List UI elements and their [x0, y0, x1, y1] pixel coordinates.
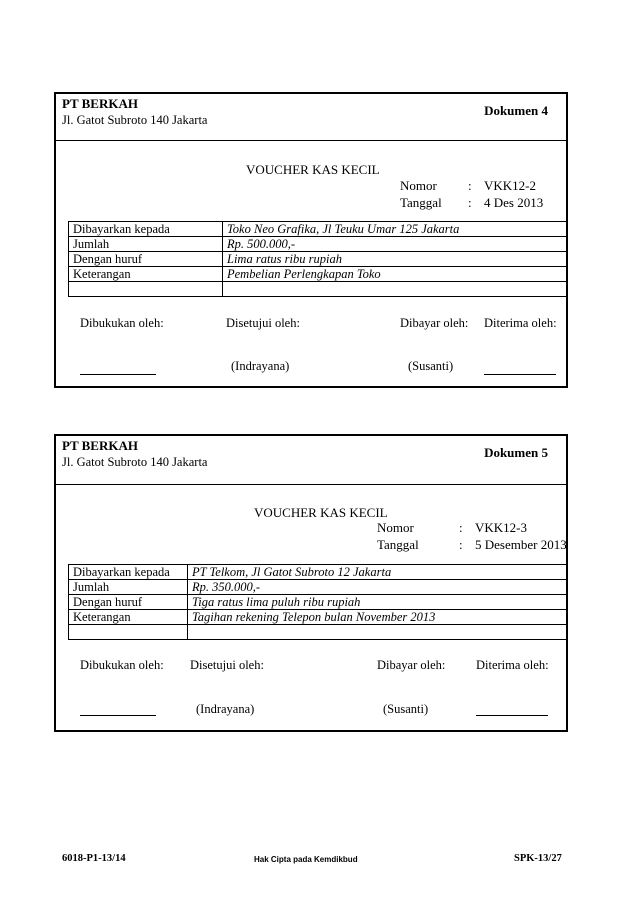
signature-label-diterima: Diterima oleh:: [484, 316, 557, 330]
voucher-title: VOUCHER KAS KECIL: [246, 162, 380, 177]
row-value: Toko Neo Grafika, Jl Teuku Umar 125 Jakarta: [223, 222, 568, 237]
company-name: PT BERKAH: [62, 438, 138, 453]
row-label: [69, 625, 188, 640]
table-row: [69, 282, 568, 297]
row-value: [188, 625, 568, 640]
signature-name-susanti: (Susanti): [408, 359, 454, 373]
row-label: Dibayarkan kepada: [69, 222, 223, 237]
row-label: [69, 282, 223, 297]
nomor-value: VKK12-2: [484, 178, 536, 193]
document-number: Dokumen 4: [484, 103, 548, 118]
row-label: Jumlah: [69, 237, 223, 252]
voucher-header: [56, 436, 566, 485]
payment-details-table: [68, 564, 568, 640]
signature-line: [80, 374, 156, 375]
signature-label-dibukukan: Dibukukan oleh:: [80, 316, 164, 330]
table-row: [69, 580, 568, 595]
row-value: PT Telkom, Jl Gatot Subroto 12 Jakarta: [188, 565, 568, 580]
company-address: Jl. Gatot Subroto 140 Jakarta: [62, 113, 208, 127]
table-row: [69, 252, 568, 267]
signature-name-susanti: (Susanti): [383, 702, 429, 716]
row-label: Jumlah: [69, 580, 188, 595]
footer-copyright: Hak Cipta pada Kemdikbud: [254, 855, 358, 864]
row-value: Pembelian Perlengkapan Toko: [223, 267, 568, 282]
signature-label-dibayar: Dibayar oleh:: [377, 658, 446, 672]
nomor-label: Nomor: [377, 520, 414, 535]
table-row: [69, 237, 568, 252]
row-value: [223, 282, 568, 297]
row-value: Tiga ratus lima puluh ribu rupiah: [188, 595, 568, 610]
table-row: [69, 222, 568, 237]
tanggal-value: 4 Des 2013: [484, 195, 544, 210]
nomor-colon: :: [468, 178, 472, 193]
table-row: [69, 610, 568, 625]
row-label: Dengan huruf: [69, 595, 188, 610]
tanggal-label: Tanggal: [377, 537, 419, 552]
signature-label-disetujui: Disetujui oleh:: [190, 658, 264, 672]
row-label: Keterangan: [69, 267, 223, 282]
signature-line: [476, 715, 548, 716]
tanggal-value: 5 Desember 2013: [475, 537, 567, 552]
row-value: Lima ratus ribu rupiah: [223, 252, 568, 267]
signature-label-diterima: Diterima oleh:: [476, 658, 549, 672]
row-value: Rp. 350.000,-: [188, 580, 568, 595]
row-value: Rp. 500.000,-: [223, 237, 568, 252]
table-row: [69, 625, 568, 640]
row-label: Keterangan: [69, 610, 188, 625]
row-label: Dengan huruf: [69, 252, 223, 267]
company-address: Jl. Gatot Subroto 140 Jakarta: [62, 455, 208, 469]
nomor-value: VKK12-3: [475, 520, 527, 535]
nomor-label: Nomor: [400, 178, 437, 193]
table-row: [69, 565, 568, 580]
signature-label-disetujui: Disetujui oleh:: [226, 316, 300, 330]
voucher-header: [56, 94, 566, 141]
row-value: Tagihan rekening Telepon bulan November 2013: [188, 610, 568, 625]
signature-name-indrayana: (Indrayana): [231, 359, 290, 373]
document-number: Dokumen 5: [484, 445, 548, 460]
voucher-dokumen-4: [54, 92, 568, 388]
table-row: [69, 267, 568, 282]
voucher-meta: [377, 520, 567, 554]
company-name: PT BERKAH: [62, 96, 138, 111]
footer-code: 6018-P1-13/14: [62, 853, 126, 864]
nomor-colon: :: [459, 520, 463, 535]
footer-page: SPK-13/27: [514, 853, 562, 864]
tanggal-label: Tanggal: [400, 195, 442, 210]
tanggal-colon: :: [468, 195, 472, 210]
voucher-title: VOUCHER KAS KECIL: [254, 505, 388, 520]
payment-details-table: [68, 221, 568, 297]
voucher-dokumen-5: [54, 434, 568, 732]
signature-label-dibukukan: Dibukukan oleh:: [80, 658, 164, 672]
signature-line: [484, 374, 556, 375]
table-row: [69, 595, 568, 610]
row-label: Dibayarkan kepada: [69, 565, 188, 580]
tanggal-colon: :: [459, 537, 463, 552]
voucher-meta: [400, 178, 560, 212]
signature-label-dibayar: Dibayar oleh:: [400, 316, 469, 330]
signature-line: [80, 715, 156, 716]
signature-name-indrayana: (Indrayana): [196, 702, 255, 716]
